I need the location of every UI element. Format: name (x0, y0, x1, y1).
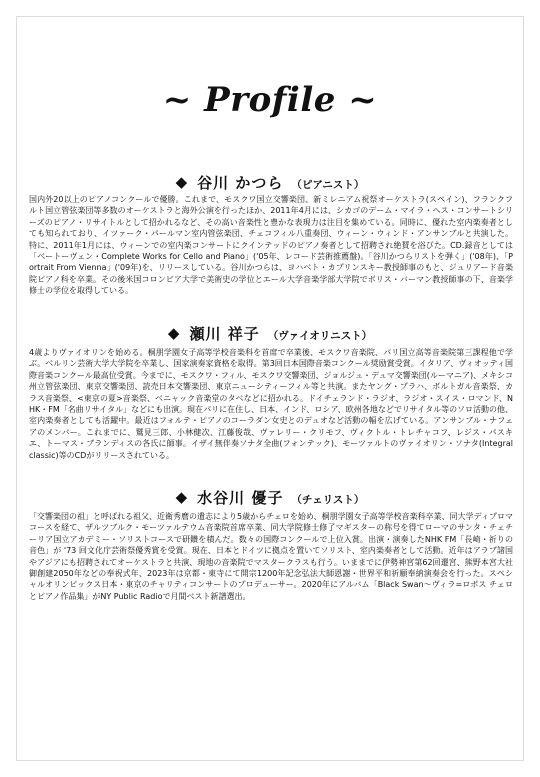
artist-name: 谷川 かつら (197, 174, 284, 192)
artist-name: 水谷川 優子 (197, 489, 284, 507)
artist-bio-violinist: 4歳よりヴァイオリンを始める。桐朋学園女子高等学校音楽科を首席で卒業後、モスクワ音楽院、パリ国立高等音楽院第三課程他で学ぶ。ベルリン芸術大学大学院を卒業し、国家演奏家資格を取得。第3回日本国際音楽コンクール奨励賞受賞。イタリア、ヴィオッティ国際音楽コンクール最高位受賞。今までに、モスクワ・フィル、モスクワ交響楽団、ジョルジュ・デュマ交響楽団(ルーマニア)、メキシコ州立管弦楽団、東京交響楽団、読売日本交響楽団、東京ニューシティーフィル等と共演。またヤング・プラハ、ボルトガル音楽祭、カラス音楽祭、<東京の夏>音楽祭、ベニャック音楽堂のタベなどに招かれる。ドイチェランド・ラジオ、ラジオ・スイス・ロマンド、NHK・FM「名曲リサイタル」などにも出演。現在パリに在住し、日本、インド、ロシア、欧州各地などでリサイタル等のソロ活動の他、室内楽奏者としても活躍中。最近はフォルテ・ピアノのコーラダン女史とのデュオなど活動の幅を広げている。アンサンブル・ナフェアのメンバー。これまでに、鷲見三郎、小林健次、江藤俊哉、ヴァレリー・クリモフ、ヴィクトル・トレチャコフ、レジス・パスキエ、トーマス・ブランディスの各氏に師事。イザイ無伴奏ソナタ全曲(フォンテック)、モーツァルトのヴァイオリン・ソナタ(Integral classic)等のCDがリリースされている。 (29, 348, 513, 460)
artist-heading-cellist (0, 487, 540, 508)
artist-name: 瀬川 祥子 (189, 325, 260, 343)
artist-bio-cellist: 「交響楽団の祖」と呼ばれる祖父、近衛秀麿の遺志により5歳からチェロを始め、桐朋学園女子高等学校音楽科卒業、同大学ディプロマコースを経て、ザルツブルク・モーツァルテウム音楽院首席卒業、同大学院修士修了マギスターの称号を得てローマのサンタ・チェチーリア国立アカデミー・ソリストコースで研鑽を積んだ。数々の国際コンクールで上位入賞。出演・演奏したNHK FM「長崎・祈りの音色」が '73 回文化庁芸術祭優秀賞を受賞。現在、日本とドイツに拠点を置いてソリスト、室内楽奏者として活動。近年はアラブ諸国やアジアにも招聘されてオーケストラと共演、現地の音楽院でマスタークラスも行う。いままでに伊勢神宮第62回遷宮、熊野本宮大社御創建2050年などの奉祝式年、2023年は京都・東寺にて開宗1200年記念弘法大師恩謝・世界平和祈願奉納演奏会を行った。スペシャルオリンピックス日本・東京のチャリティコンサートのプロデューサー。2020年にアルバム「Black Swan～ヴィラ=ロボス チェロとピアノ作品集」がNY Public Radioで月間ベスト新譜選出。 (29, 512, 513, 601)
diamond-icon: ◆ (167, 324, 180, 342)
artist-heading-pianist (0, 172, 540, 193)
artist-role: （ピアニスト） (291, 179, 365, 191)
page-title: ~ Profile ~ (162, 80, 378, 120)
artist-role: （チェリスト） (291, 494, 365, 506)
artist-heading-violinist (0, 323, 540, 344)
diamond-icon: ◆ (175, 173, 188, 191)
diamond-icon: ◆ (175, 488, 188, 506)
artist-role: （ヴァイオリニスト） (267, 330, 373, 342)
artist-bio-pianist: 国内外20以上のピアノコンクールで優勝。これまで、モスクワ国立交響楽団、新ミレニアム祝祭オーケストラ(スペイン)、フランクフルト国立管弦楽団等多数のオーケストラと海外公演を行ったほか、2011年4月には、シカゴのデーム・マイラ・ヘス・コンサートシリーズのピアノ・リサイトルとして招かれるなど、その高い音楽性と豊かな表現力は注目を集めている。同時に、優れた室内楽奏者としても知られており、イツァーク・パールマン室内管弦楽団、チェコフィル八重奏団、ウィーン・ウィンド・アンサンブルと共演した。特に、2011年1月には、ウィーンでの室内楽コンサートにクインテッドのピアノ奏者として招聘され絶賛を浴びた。CD.録音としては「ベートーヴェン・Complete Works for Cello and Piano」('05年、レコード芸術推薦盤)。「谷川かつらリストを弾く」('08年)、「Portrait From Vienna」('09年)を、リリースしている。谷川かつらは、ヨハベト・カプリンスキー教授師事のもと、ジュリアード音楽院ピアノ科を卒業。その後米国コロンビア大学で美術史の学位とエール大学音楽学部大学院でボリス・バーマン教授師事の下、音楽学修士の学位を取得している。 (29, 195, 513, 296)
